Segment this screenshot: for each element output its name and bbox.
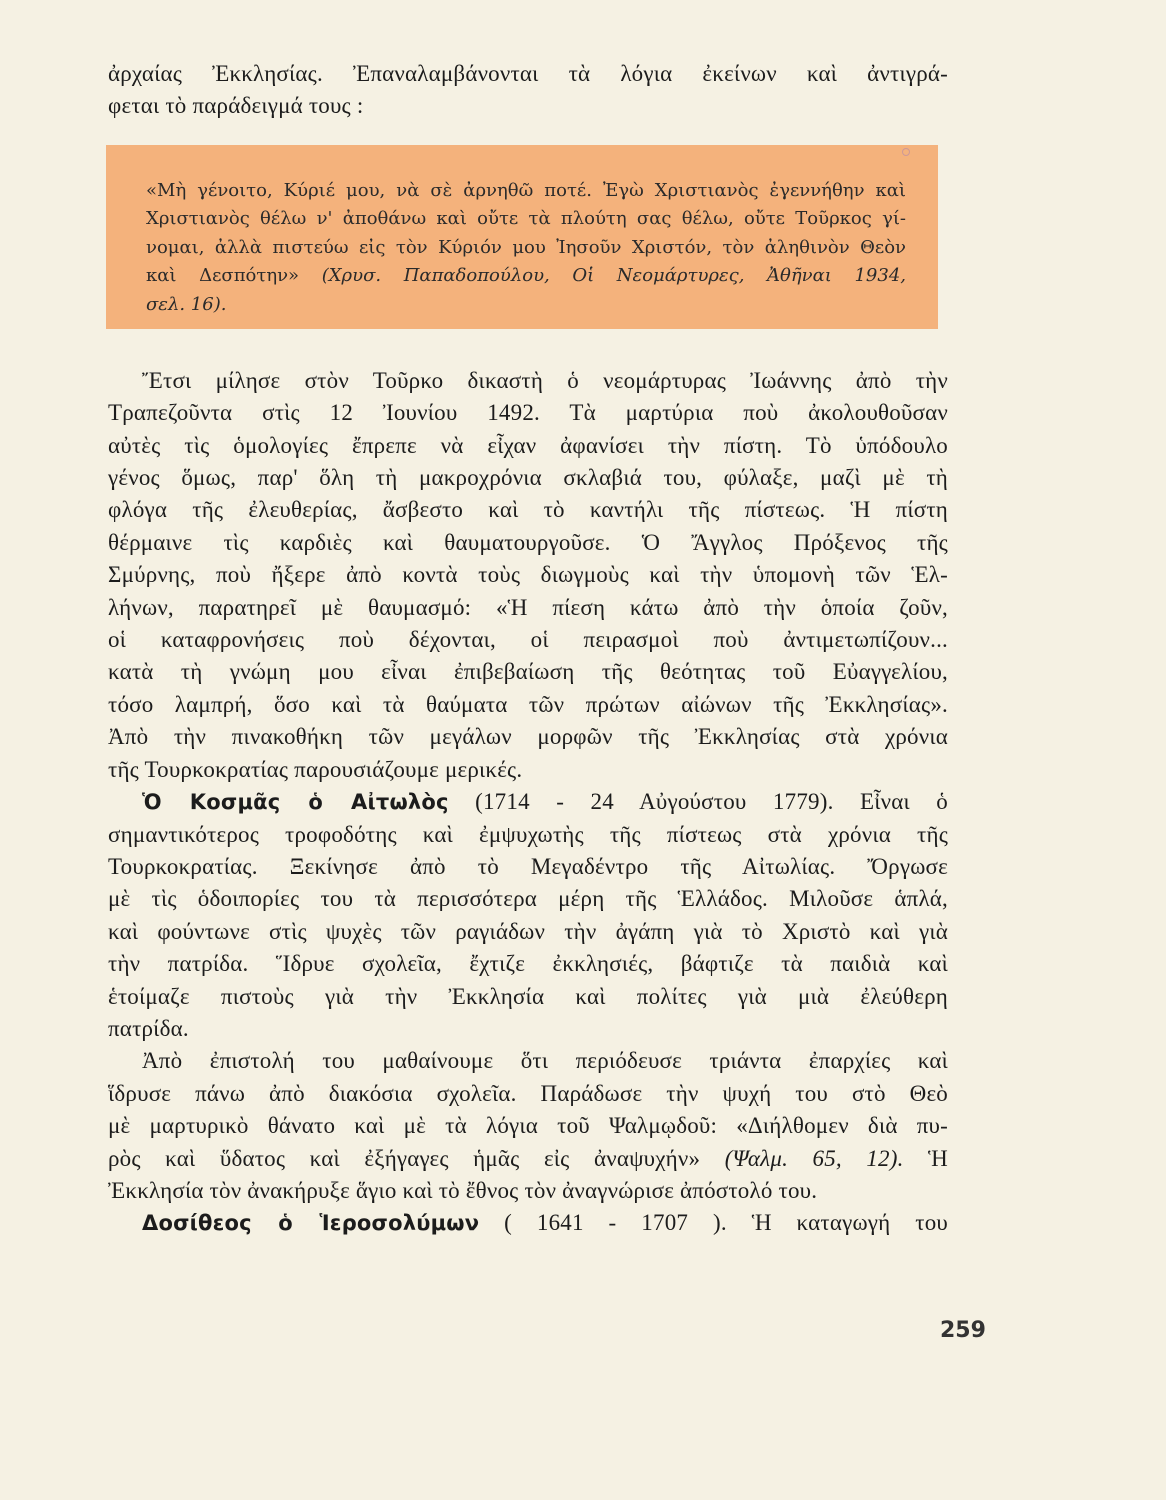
intro-paragraph — [108, 58, 948, 123]
text-line: τῆς Τουρκοκρατίας παρουσιάζουμε μερικές. — [108, 756, 523, 782]
text-line: πατρίδα. — [108, 1015, 189, 1041]
heading-dositheos: Δοσίθεος ὁ Ἱεροσολύμων — [142, 1211, 480, 1236]
quote-citation: σελ. 16). — [146, 293, 227, 315]
text-line: Ἀπὸ τὴν πινακοθήκη τῶν μεγάλων μορφῶν τῆς Ἐκκλησίας στὰ χρόνια — [108, 724, 948, 750]
paragraph-neomartyr — [108, 365, 948, 786]
text-line: τόσο λαμπρή, ὅσο καὶ τὰ θαύματα τῶν πρώτων αἰώνων τῆς Ἐκκλησίας». — [108, 691, 948, 717]
quote-line — [146, 262, 906, 291]
text-line: Ἀπὸ ἐπιστολή του μαθαίνουμε ὅτι περιόδευσε τριάντα ἐπαρχίες καὶ — [142, 1048, 948, 1074]
text-line: Ἔτσι μίλησε στὸν Τοῦρκο δικαστὴ ὁ νεομάρτυρας Ἰωάννης ἀπὸ τὴν — [142, 367, 948, 393]
quote-line: νομαι, ἀλλὰ πιστεύω εἰς τὸν Κύριόν μου Ἰησοῦν Χριστόν, τὸν ἀληθινὸν Θεὸν — [146, 236, 906, 258]
text-line: μὲ τὶς ὁδοιπορίες του τὰ περισσότερα μέρη τῆς Ἑλλάδος. Μιλοῦσε ἁπλά, — [108, 886, 948, 912]
paragraph-dositheos — [108, 1207, 948, 1239]
page-number: 259 — [940, 1318, 986, 1343]
text-line: Σμύρνης, ποὺ ἤξερε ἀπὸ κοντὰ τοὺς διωγμοὺς καὶ τὴν ὑπομονὴ τῶν Ἑλ- — [108, 562, 948, 588]
dositheos-dates: ( 1641 - 1707 ). Ἡ καταγωγή του — [504, 1210, 948, 1236]
text-line: γένος ὅμως, παρ' ὅλη τὴ μακροχρόνια σκλαβιά του, φύλαξε, μαζὶ μὲ τὴ — [108, 465, 948, 491]
text-line: μὲ μαρτυρικὸ θάνατο καὶ μὲ τὰ λόγια τοῦ Ψαλμῳδοῦ: «Διήλθομεν διὰ πυ- — [108, 1113, 948, 1139]
psalm-quote: ρὸς καὶ ὕδατος καὶ ἐξήγαγες ἡμᾶς εἰς ἀναψυχήν» — [108, 1145, 701, 1171]
text-line: ἑτοίμαζε πιστοὺς γιὰ τὴν Ἐκκλησία καὶ πολίτες γιὰ μιὰ ἐλεύθερη — [108, 983, 948, 1009]
paragraph-kosmas — [108, 786, 948, 1045]
quote-citation: (Χρυσ. Παπαδοπούλου, Οἱ Νεομάρτυρες, Ἀθῆναι 1934, — [321, 265, 906, 287]
heading-kosmas: Ὁ Κοσμᾶς ὁ Αἰτωλὸς — [142, 790, 449, 815]
quote-text: καὶ Δεσπότην» — [146, 265, 300, 287]
text-fragment: Ἡ — [928, 1145, 949, 1171]
text-line — [108, 786, 948, 818]
text-line: λήνων, παρατηρεῖ μὲ θαυμασμό: «Ἡ πίεση κάτω ἀπὸ τὴν ὁποία ζοῦν, — [108, 594, 948, 620]
text-line: Τραπεζοῦντα στὶς 12 Ἰουνίου 1492. Τὰ μαρτύρια ποὺ ἀκολουθοῦσαν — [108, 400, 948, 426]
text-line — [108, 1143, 948, 1175]
quote-line: Χριστιανὸς θέλω ν' ἀποθάνω καὶ οὔτε τὰ πλούτη σας θέλω, οὔτε Τοῦρκος γί- — [146, 208, 906, 230]
text-line: κατὰ τὴ γνώμη μου εἶναι ἐπιβεβαίωση τῆς θεότητας τοῦ Εὐαγγελίου, — [108, 659, 948, 685]
page-body — [108, 58, 948, 1240]
text-line — [108, 1207, 948, 1239]
text-line: θέρμαινε τὶς καρδιὲς καὶ θαυματουργοῦσε. Ὁ Ἄγγλος Πρόξενος τῆς — [108, 529, 948, 555]
text-line: τὴν πατρίδα. Ἵδρυε σχολεῖα, ἔχτιζε ἐκκλησιές, βάφτιζε τὰ παιδιὰ καὶ — [108, 951, 948, 977]
text-line: Τουρκοκρατίας. Ξεκίνησε ἀπὸ τὸ Μεγαδέντρο τῆς Αἰτωλίας. Ὄργωσε — [108, 853, 948, 879]
text-line: σημαντικότερος τροφοδότης καὶ ἐμψυχωτὴς τῆς πίστεως στὰ χρόνια τῆς — [108, 821, 948, 847]
paper-speck — [902, 148, 910, 156]
quote-box — [106, 145, 938, 329]
text-line: Ἐκκλησία τὸν ἀνακήρυξε ἅγιο καὶ τὸ ἔθνος τὸν ἀναγνώρισε ἀπόστολό του. — [108, 1177, 818, 1203]
text-line: φλόγα τῆς ἐλευθερίας, ἄσβεστο καὶ τὸ καντήλι τῆς πίστεως. Ἡ πίστη — [108, 497, 948, 523]
quote-line: «Μὴ γένοιτο, Κύριέ μου, νὰ σὲ ἀρνηθῶ ποτέ. Ἐγὼ Χριστιανὸς ἐγεννήθην καὶ — [146, 179, 906, 201]
text-line: φεται τὸ παράδειγμά τους : — [108, 93, 364, 119]
text-line: ἵδρυσε πάνω ἀπὸ διακόσια σχολεῖα. Παράδωσε τὴν ψυχή του στὸ Θεὸ — [108, 1080, 948, 1106]
paragraph-letter — [108, 1045, 948, 1207]
text-line: καὶ φούντωνε στὶς ψυχὲς τῶν ραγιάδων τὴν ἀγάπη γιὰ τὸ Χριστὸ καὶ γιὰ — [108, 918, 948, 944]
psalm-citation: (Ψαλμ. 65, 12). — [724, 1145, 904, 1171]
text-line: οἱ καταφρονήσεις ποὺ δέχονται, οἱ πειρασμοὶ ποὺ ἀντιμετωπίζουν... — [108, 627, 948, 653]
kosmas-dates: (1714 - 24 Αὐγούστου 1779). Εἶναι ὁ — [475, 789, 948, 815]
text-line: αὐτὲς τὶς ὁμολογίες ἔπρεπε νὰ εἶχαν ἀφανίσει τὴν πίστη. Τὸ ὑπόδουλο — [108, 432, 948, 458]
text-line: ἀρχαίας Ἐκκλησίας. Ἐπαναλαμβάνονται τὰ λόγια ἐκείνων καὶ ἀντιγρά- — [108, 61, 948, 86]
